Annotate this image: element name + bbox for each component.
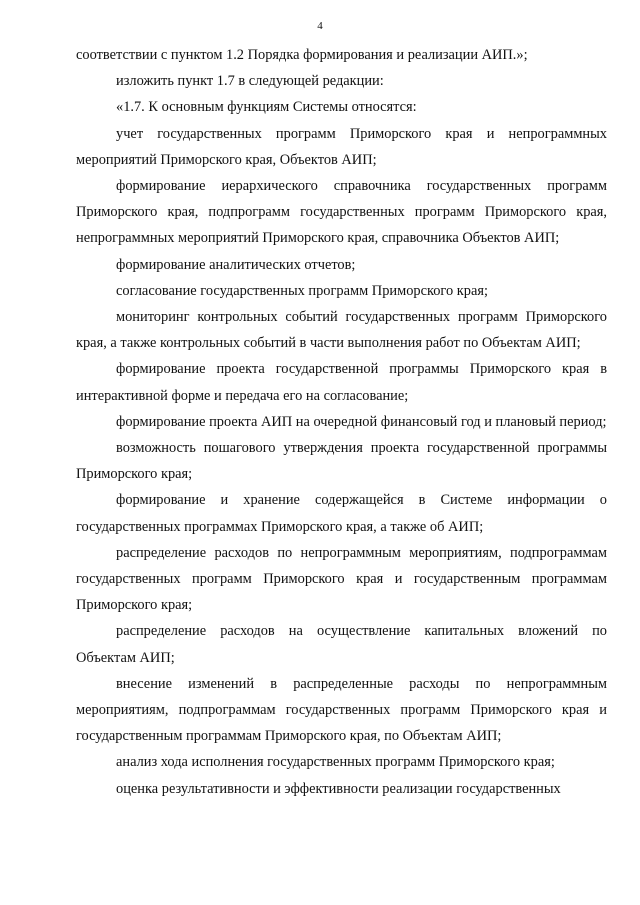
paragraph-continuation: соответствии с пунктом 1.2 Порядка формирования и реализации АИП.»; bbox=[76, 47, 528, 63]
paragraph-function-item: распределение расходов на осуществление капитальных вложений по Объектам АИП; bbox=[76, 623, 607, 666]
page-number: 4 bbox=[317, 20, 323, 32]
paragraph-function-item: формирование проекта АИП на очередной финансовый год и плановый период; bbox=[116, 413, 607, 430]
paragraph-function-item: формирование и хранение содержащейся в Системе информации о государственных программах Приморского края, а также об АИП; bbox=[76, 492, 607, 535]
paragraph-function-item: внесение изменений в распределенные расходы по непрограммным мероприятиям, подпрограммам государственных программ Приморского края и государственным программам Приморского края, по Объектам АИП; bbox=[76, 675, 607, 745]
paragraph-function-item: оценка результативности и эффективности реализации государственных bbox=[116, 780, 561, 797]
paragraph-function-item: учет государственных программ Приморского края и непрограммных мероприятий Приморского края, Объектов АИП; bbox=[76, 125, 607, 168]
paragraph-function-item: возможность пошагового утверждения проекта государственной программы Приморского края; bbox=[76, 440, 607, 483]
paragraph-function-item: анализ хода исполнения государственных программ Приморского края; bbox=[116, 754, 555, 771]
paragraph-function-item: формирование иерархического справочника государственных программ Приморского края, подпрограмм государственных программ Приморского края, непрограммных мероприятий Приморского края, справочника Объектов АИП; bbox=[76, 178, 607, 247]
document-body bbox=[76, 42, 607, 802]
paragraph-clause-heading: «1.7. К основным функциям Системы относятся: bbox=[116, 99, 417, 116]
paragraph-function-item: согласование государственных программ Приморского края; bbox=[116, 282, 488, 299]
paragraph-function-item: распределение расходов по непрограммным мероприятиям, подпрограммам государственных программ Приморского края и государственным программам Приморского края; bbox=[76, 544, 607, 614]
paragraph-function-item: формирование аналитических отчетов; bbox=[116, 256, 356, 273]
paragraph-amendment-instruction: изложить пункт 1.7 в следующей редакции: bbox=[116, 73, 384, 90]
paragraph-function-item: мониторинг контрольных событий государственных программ Приморского края, а также контрольных событий в части выполнения работ по Объектам АИП; bbox=[76, 309, 607, 352]
paragraph-function-item: формирование проекта государственной программы Приморского края в интерактивной форме и передача его на согласование; bbox=[76, 361, 607, 404]
